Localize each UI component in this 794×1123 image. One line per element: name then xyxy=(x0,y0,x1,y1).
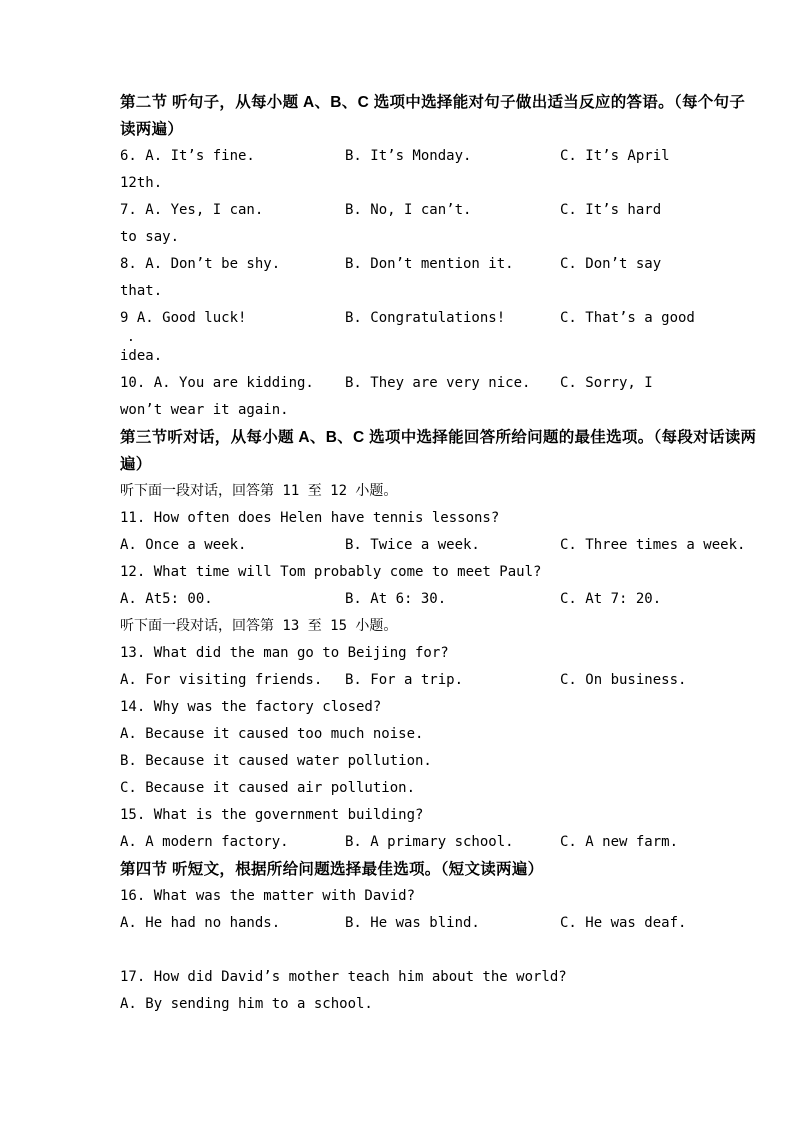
option-b: B. No, I can’t. xyxy=(345,202,472,218)
option-a: 9 A. Good luck! xyxy=(120,310,247,326)
text-line: 17. How did David’s mother teach him about the world? xyxy=(120,969,567,985)
options-row xyxy=(120,370,720,397)
option-a: 10. A. You are kidding. xyxy=(120,375,314,391)
blank-line xyxy=(120,937,720,964)
text-line: idea. xyxy=(120,348,163,364)
options-row xyxy=(120,143,720,170)
option-a: 8. A. Don’t be shy. xyxy=(120,256,281,272)
section-heading: 第二节 听句子，从每小题 A、B、C 选项中选择能对句子做出适当反应的答语。（每个句子 xyxy=(120,94,746,111)
option-b: B. For a trip. xyxy=(345,672,464,688)
text-line: 14. Why was the factory closed? xyxy=(120,699,382,715)
text-line: A. By sending him to a school. xyxy=(120,996,373,1012)
section-heading: 读两遍） xyxy=(120,121,184,138)
option-b: B. At 6: 30. xyxy=(345,591,447,607)
option-c: C. At 7: 20. xyxy=(560,591,662,607)
text-line: 11. How often does Helen have tennis lessons? xyxy=(120,510,500,526)
option-c: C. It’s hard xyxy=(560,202,662,218)
option-b: B. Don’t mention it. xyxy=(345,256,514,272)
section-heading: 第四节 听短文，根据所给问题选择最佳选项。（短文读两遍） xyxy=(120,861,544,878)
section-heading: 第三节听对话，从每小题 A、B、C 选项中选择能回答所给问题的最佳选项。（每段对话读两 xyxy=(120,429,757,446)
text-line: 16. What was the matter with David? xyxy=(120,888,416,904)
text-line: 听下面一段对话，回答第 11 至 12 小题。 xyxy=(120,483,398,499)
option-a: 6. A. It’s fine. xyxy=(120,148,255,164)
options-row xyxy=(120,305,720,332)
option-b: B. Congratulations! xyxy=(345,310,506,326)
text-line: 听下面一段对话，回答第 13 至 15 小题。 xyxy=(120,618,398,634)
option-c: C. Three times a week. xyxy=(560,537,746,553)
option-a: A. A modern factory. xyxy=(120,834,289,850)
options-row xyxy=(120,251,720,278)
text-line: 12th. xyxy=(120,175,163,191)
option-b: B. Twice a week. xyxy=(345,537,480,553)
option-b: B. They are very nice. xyxy=(345,375,531,391)
option-b: B. A primary school. xyxy=(345,834,514,850)
text-line: to say. xyxy=(120,229,180,245)
option-a: A. For visiting friends. xyxy=(120,672,323,688)
text-line: B. Because it caused water pollution. xyxy=(120,753,432,769)
options-row xyxy=(120,586,720,613)
option-c: C. A new farm. xyxy=(560,834,679,850)
text-line: 13. What did the man go to Beijing for? xyxy=(120,645,449,661)
option-a: A. Once a week. xyxy=(120,537,247,553)
text-line: 15. What is the government building? xyxy=(120,807,424,823)
options-row xyxy=(120,197,720,224)
text-line: won’t wear it again. xyxy=(120,402,289,418)
options-row xyxy=(120,829,720,856)
option-c: C. On business. xyxy=(560,672,687,688)
option-a: 7. A. Yes, I can. xyxy=(120,202,264,218)
option-b: B. He was blind. xyxy=(345,915,480,931)
text-line: 12. What time will Tom probably come to meet Paul? xyxy=(120,564,542,580)
exam-document xyxy=(120,89,757,1018)
option-c: C. He was deaf. xyxy=(560,915,687,931)
options-row xyxy=(120,910,720,937)
option-c: C. Sorry, I xyxy=(560,375,653,391)
text-line: A. Because it caused too much noise. xyxy=(120,726,424,742)
options-row xyxy=(120,532,746,559)
option-c: C. Don’t say xyxy=(560,256,662,272)
option-c: C. It’s April xyxy=(560,148,670,164)
option-a: A. He had no hands. xyxy=(120,915,281,931)
text-line: C. Because it caused air pollution. xyxy=(120,780,416,796)
option-c: C. That’s a good xyxy=(560,310,695,326)
text-line: that. xyxy=(120,283,163,299)
stray-period: . xyxy=(127,330,135,345)
option-a: A. At5: 00. xyxy=(120,591,213,607)
options-row xyxy=(120,667,720,694)
section-heading: 遍） xyxy=(120,456,152,473)
option-b: B. It’s Monday. xyxy=(345,148,472,164)
